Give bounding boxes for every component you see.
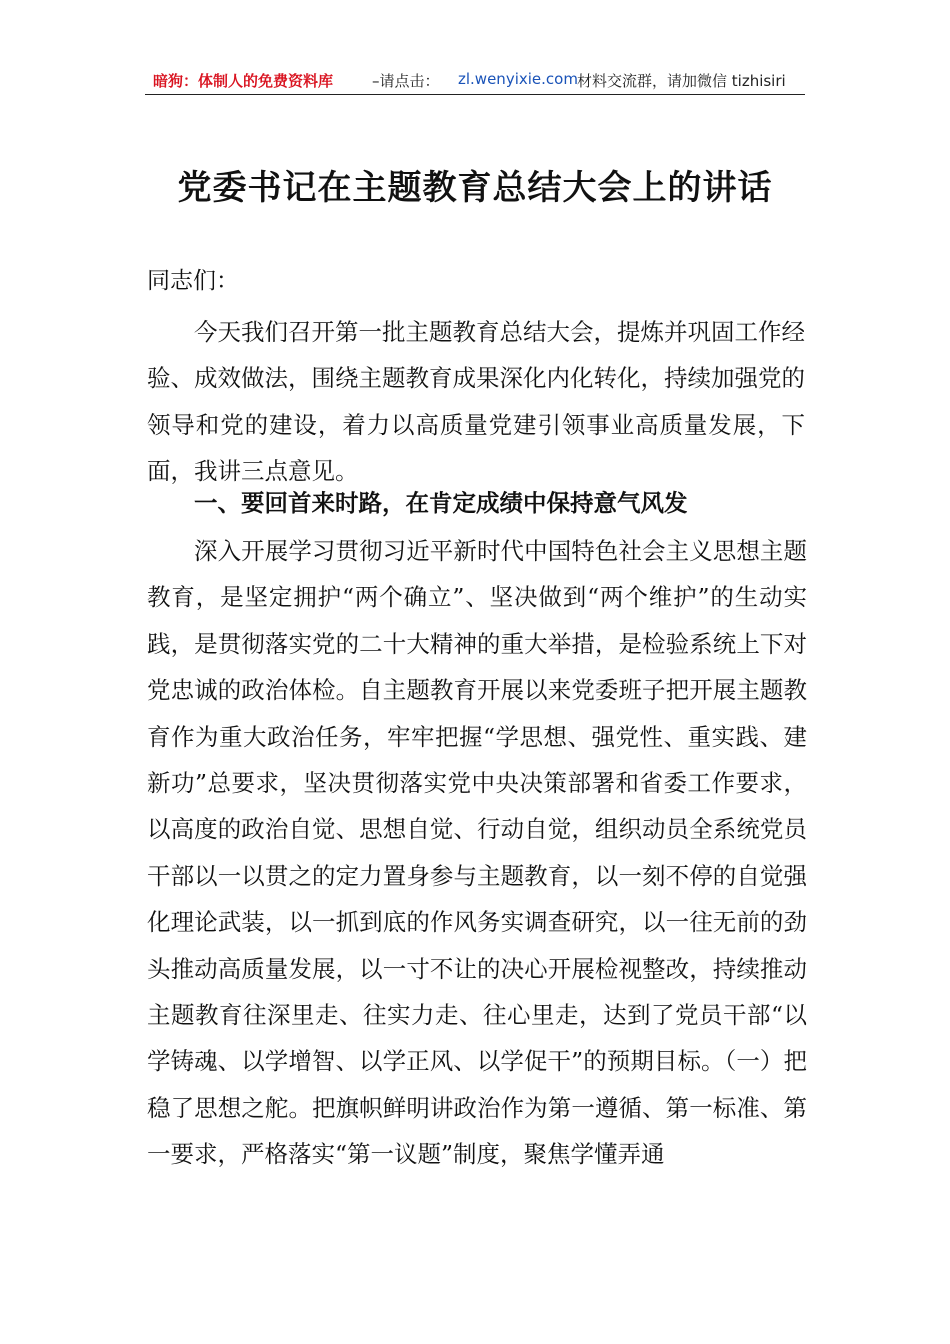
page-header xyxy=(145,68,805,95)
header-link[interactable]: zl.wenyixie.com xyxy=(458,70,578,88)
greeting: 同志们： xyxy=(147,268,239,294)
header-click-prompt: –请点击： xyxy=(372,72,440,90)
intro-paragraph: 今天我们召开第一批主题教育总结大会，提炼并巩固工作经验、成效做法，围绕主题教育成果深化内化转化，持续加强党的领导和党的建设，着力以高质量党建引领事业高质量发展，下面，我讲三点意见。 xyxy=(147,318,805,486)
document-title: 党委书记在主题教育总结大会上的讲话 xyxy=(177,168,773,208)
section-heading-1: 一、要回首来时路，在肯定成绩中保持意气风发 xyxy=(194,489,688,517)
header-brand: 暗狗：体制人的免费资料库 xyxy=(153,72,334,90)
header-group-note: 材料交流群，请加微信 tizhisiri xyxy=(577,72,786,90)
section-1-paragraph: 深入开展学习贯彻习近平新时代中国特色社会主义思想主题教育，是坚定拥护“两个确立”、坚决做到“两个维护”的生动实践，是贯彻落实党的二十大精神的重大举措，是检验系统上下对党忠诚的政治体检。自主题教育开展以来党委班子把开展主题教育作为重大政治任务，牢牢把握“学思想、强党性、重实践、建新功”总要求，坚决贯彻落实党中央决策部署和省委工作要求，以高度的政治自觉、思想自觉、行动自觉，组织动员全系统党员干部以一以贯之的定力置身参与主题教育，以一刻不停的自觉强化理论武装，以一抓到底的作风务实调查研究，以一往无前的劲头推动高质量发展，以一寸不让的决心开展检视整改，持续推动主题教育往深里走、往实力走、往心里走，达到了党员干部“以学铸魂、以学增智、以学正风、以学促干”的预期目标。（一）把稳了思想之舵。把旗帜鲜明讲政治作为第一遵循、第一标准、第一要求，严格落实“第一议题”制度，聚焦学懂弄通 xyxy=(147,537,807,1169)
